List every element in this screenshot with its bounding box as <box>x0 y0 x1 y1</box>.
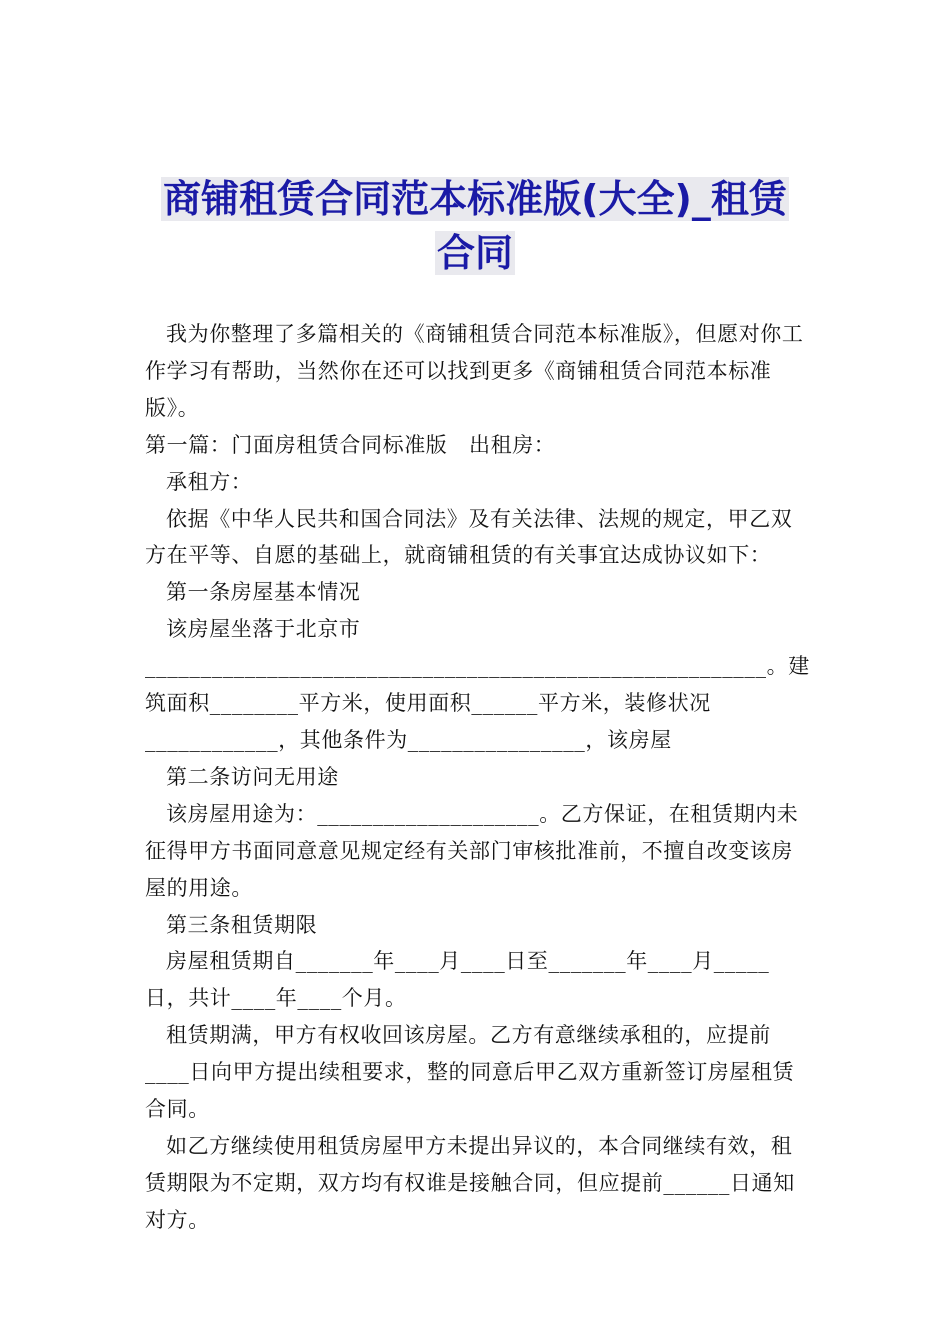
title-line-1: 商铺租赁合同范本标准版(大全)_租赁 <box>163 177 787 221</box>
chapter-heading: 第一篇：门面房租赁合同标准版 出租房： <box>145 432 556 457</box>
article-1-heading: 第一条房屋基本情况 <box>166 580 361 605</box>
tenant-line: 承租方： <box>166 469 253 494</box>
title-line-2: 合同 <box>436 231 513 275</box>
article-2-heading: 第二条访问无用途 <box>166 764 339 789</box>
document-body <box>145 316 810 1239</box>
article-1-body: 该房屋坐落于北京市________________________________________________________。建筑面积________平方米，使用面积______平方米，装修状况____________，其他条件为________________，该房屋 <box>145 617 810 752</box>
article-3-continuation: 如乙方继续使用租赁房屋甲方未提出异议的，本合同继续有效，租赁期限为不定期，双方均有权谁是接触合同，但应提前______日通知对方。 <box>145 1133 795 1232</box>
intro-paragraph: 我为你整理了多篇相关的《商铺租赁合同范本标准版》，但愿对你工作学习有帮助，当然你在还可以找到更多《商铺租赁合同范本标准版》。 <box>145 322 804 420</box>
article-2-body: 该房屋用途为：____________________。乙方保证，在租赁期内未征得甲方书面同意意见规定经有关部门审核批准前，不擅自改变该房屋的用途。 <box>145 801 799 900</box>
preamble-paragraph: 依据《中华人民共和国合同法》及有关法律、法规的规定，甲乙双方在平等、自愿的基础上，就商铺租赁的有关事宜达成协议如下： <box>145 506 793 568</box>
document-title <box>150 172 800 280</box>
article-3-term: 房屋租赁期自_______年____月____日至_______年____月_____日，共计____年____个月。 <box>145 949 770 1011</box>
article-3-heading: 第三条租赁期限 <box>166 912 318 937</box>
article-3-renewal: 租赁期满，甲方有权收回该房屋。乙方有意继续承租的，应提前____日向甲方提出续租要求，整的同意后甲乙双方重新签订房屋租赁合同。 <box>145 1023 795 1122</box>
